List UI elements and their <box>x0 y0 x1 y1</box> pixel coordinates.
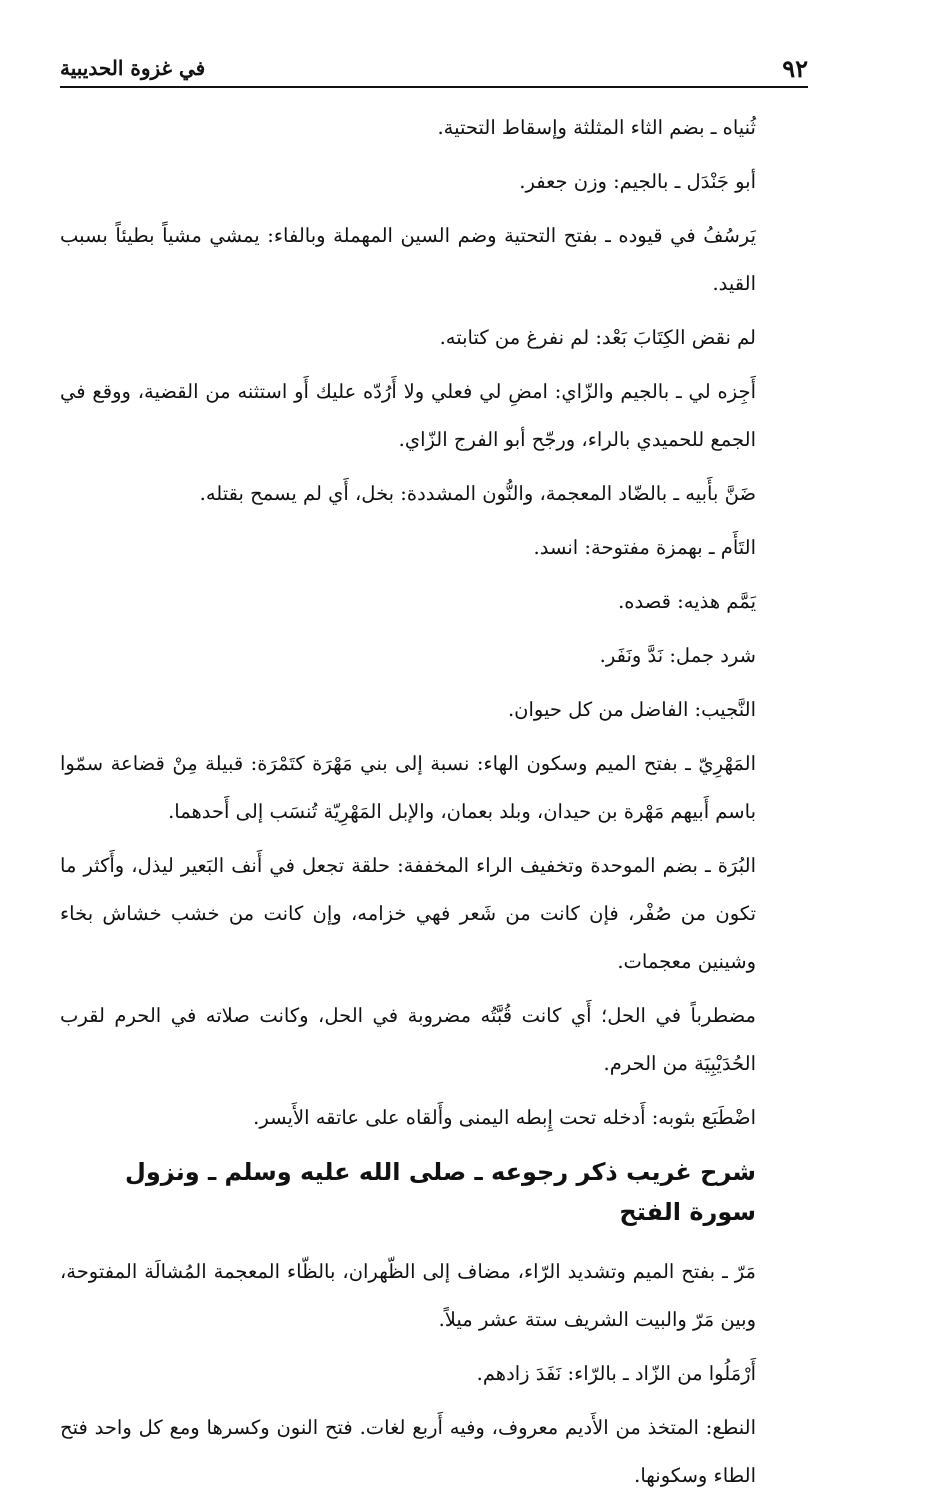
glossary-entry: النطع: المتخذ من الأَديم معروف، وفيه أَربع لغات. فتح النون وكسرها ومع كل واحد فتح الطاء وسكونها. <box>60 1416 756 1487</box>
glossary-entry: ثُنياه ـ بضم الثاء المثلثة وإسقاط التحتية. <box>437 116 756 139</box>
glossary-entry: شرد جمل: نَدَّ ونَفَر. <box>599 644 756 667</box>
glossary-entries-section-2 <box>60 1248 808 1500</box>
glossary-entry: اضْطَبَع بثوبه: أَدخله تحت إِبطه اليمنى وأَلقاه على عاتقه الأَيسر. <box>253 1106 756 1129</box>
glossary-entries <box>60 104 808 1142</box>
page-number: ٩٢ <box>782 54 808 83</box>
glossary-entry: ضَنَّ بأَبيه ـ بالضّاد المعجمة، والنُّون المشددة: بخل، أَي لم يسمح بقتله. <box>199 482 756 505</box>
glossary-entry: البُرَة ـ بضم الموحدة وتخفيف الراء المخففة: حلقة تجعل في أَنف البَعير ليذل، وأَكثر ما تكون من صُفْر، فإن كانت من شَعر فهي خزامه، وإن كانت من خشب خشاش بخاء وشينين معجمات. <box>60 854 756 973</box>
glossary-entry: المَهْرِيّ ـ بفتح الميم وسكون الهاء: نسبة إلى بني مَهْرَة كتَمْرَة: قبيلة مِنْ قضاعة سمّوا باسم أَبيهم مَهْرة بن حيدان، وبلد بعمان، والإبل المَهْرِيّة تُنسَب إلى أَحدهما. <box>60 752 756 823</box>
running-title: في غزوة الحديبية <box>60 56 206 80</box>
glossary-entry: أَرْمَلُوا من الزّاد ـ بالرّاء: نَفَدَ زادهم. <box>476 1362 756 1385</box>
section-heading: شرح غريب ذكر رجوعه ـ صلى الله عليه وسلم ـ ونزول سورة الفتح <box>125 1158 756 1226</box>
page-header <box>60 52 808 88</box>
document-page <box>60 52 808 1506</box>
glossary-entry: أبو جَنْدَل ـ بالجيم: وزن جعفر. <box>519 170 756 193</box>
glossary-entry: مَرّ ـ بفتح الميم وتشديد الرّاء، مضاف إلى الظّهران، بالظّاء المعجمة المُشالَة المفتوحة، وبين مَرّ والبيت الشريف ستة عشر ميلاً. <box>60 1260 756 1331</box>
glossary-entry: يَرسُفُ في قيوده ـ بفتح التحتية وضم السين المهملة وبالفاء: يمشي مشياً بطيئاً بسبب القيد. <box>60 224 756 295</box>
glossary-entry: لم نقض الكِتَابَ بَعْد: لم نفرغ من كتابته. <box>439 326 756 349</box>
glossary-entry: يَمَّم هذيه: قصده. <box>618 590 756 613</box>
glossary-entry: أَجِزه لي ـ بالجيم والزّاي: امضِ لي فعلي ولا أَرُدّه عليك أَو استثنه من القضية، ووقع في الجمع للحميدي بالراء، ورجّح أبو الفرج الزّاي. <box>60 380 756 451</box>
glossary-entry: مضطرباً في الحل؛ أَي كانت قُبَّتُه مضروبة في الحل، وكانت صلاته في الحرم لقرب الحُدَيْبِيَة من الحرم. <box>60 1004 756 1075</box>
glossary-entry: التَأَم ـ بهمزة مفتوحة: انسد. <box>533 536 756 559</box>
glossary-entry: النَّجيب: الفاضل من كل حيوان. <box>507 698 756 721</box>
